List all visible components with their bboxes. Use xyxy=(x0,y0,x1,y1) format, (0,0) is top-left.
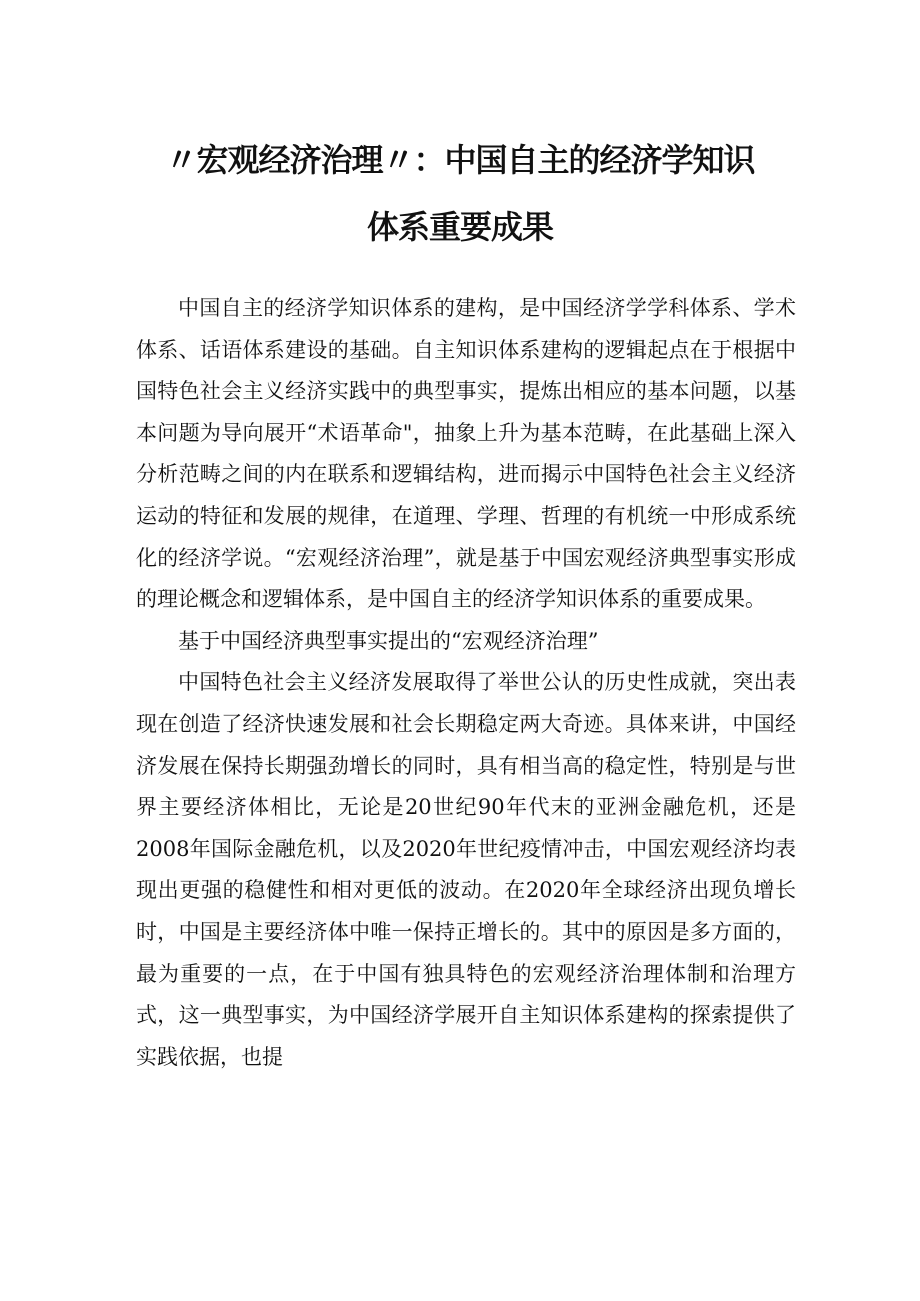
document-body xyxy=(136,288,796,1078)
section-heading: 基于中国经济典型事实提出的“宏观经济治理” xyxy=(178,628,599,653)
document-title-line-1: 〃宏观经济治理〃：中国自主的经济学知识 xyxy=(165,141,755,179)
document-title-line-2: 体系重要成果 xyxy=(366,208,553,246)
body-paragraph: 中国特色社会主义经济发展取得了举世公认的历史性成就，突出表现在创造了经济快速发展和社会长期稳定两大奇迹。具体来讲，中国经济发展在保持长期强劲增长的同时，具有相当高的稳定性，特别是与世界主要经济体相比，无论是20世纪90年代末的亚洲金融危机，还是2008年国际金融危机，以及2020年世纪疫情冲击，中国宏观经济均表现出更强的稳健性和相对更低的波动。在2020年全球经济出现负增长时，中国是主要经济体中唯一保持正增长的。其中的原因是多方面的，最为重要的一点，在于中国有独具特色的宏观经济治理体制和治理方式，这一典型事实，为中国经济学展开自主知识体系建构的探索提供了实践依据，也提 xyxy=(136,670,796,1069)
body-paragraph: 中国自主的经济学知识体系的建构，是中国经济学学科体系、学术体系、话语体系建设的基础。自主知识体系建构的逻辑起点在于根据中国特色社会主义经济实践中的典型事实，提炼出相应的基本问题，以基本问题为导向展开“术语革命"，抽象上升为基本范畴，在此基础上深入分析范畴之间的内在联系和逻辑结构，进而揭示中国特色社会主义经济运动的特征和发展的规律，在道理、学理、哲理的有机统一中形成系统化的经济学说。“宏观经济治理”，就是基于中国宏观经济典型事实形成的理论概念和逻辑体系，是中国自主的经济学知识体系的重要成果。 xyxy=(136,296,796,612)
